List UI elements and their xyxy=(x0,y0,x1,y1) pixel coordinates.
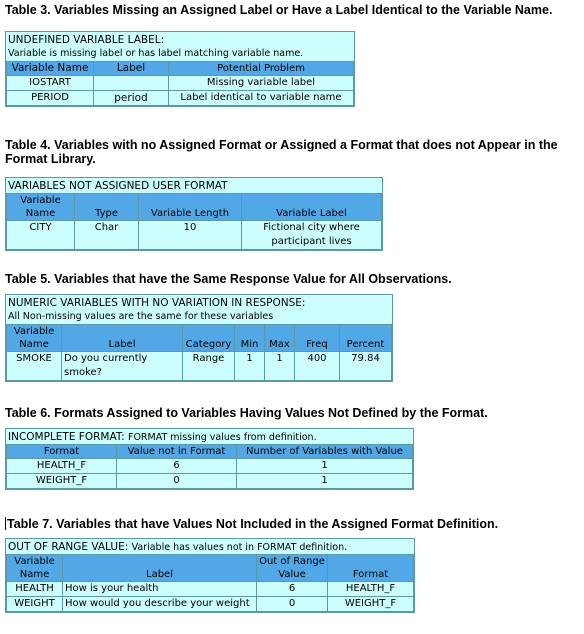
col-header: Format xyxy=(328,555,414,582)
table7-out-of-range xyxy=(5,538,415,613)
cell: 10 xyxy=(139,221,242,250)
table5-title: NUMERIC VARIABLES WITH NO VARIATION IN RESPONSE: xyxy=(6,295,392,310)
table5-no-variation xyxy=(5,294,393,382)
cell: 1 xyxy=(237,474,413,489)
table-row xyxy=(7,459,413,474)
cell xyxy=(94,76,169,91)
cell: How is your health xyxy=(63,582,257,597)
table6-title: INCOMPLETE FORMAT: xyxy=(8,431,125,443)
table4-header-row xyxy=(7,194,382,221)
table-row xyxy=(7,474,413,489)
cell: 1 xyxy=(265,352,295,381)
col-header: Potential Problem xyxy=(169,62,354,76)
text-cursor xyxy=(5,517,6,530)
col-header: Out of Range Value xyxy=(257,555,328,582)
table4-title: VARIABLES NOT ASSIGNED USER FORMAT xyxy=(6,178,382,193)
col-header: Label xyxy=(62,325,183,352)
table7-subtitle: Variable has values not in FORMAT definition. xyxy=(131,542,348,553)
cell: WEIGHT_F xyxy=(328,597,414,612)
table7-caption-text: Table 7. Variables that have Values Not Included in the Assigned Format Definition. xyxy=(7,517,499,531)
cell: Range xyxy=(183,352,235,381)
cell: period xyxy=(94,91,169,106)
col-header: Number of Variables with Value xyxy=(237,445,413,459)
col-header: Variable Name xyxy=(7,194,75,221)
col-header: Max xyxy=(265,325,295,352)
cell: HEALTH_F xyxy=(7,459,117,474)
col-header: Type xyxy=(75,194,139,221)
table-row xyxy=(7,597,414,612)
table4-unassigned-format xyxy=(5,177,383,251)
table3-grid xyxy=(6,61,354,106)
table5-header-row xyxy=(7,325,392,352)
table7-header-row xyxy=(7,555,414,582)
table6-header-row xyxy=(7,445,413,459)
cell: Label identical to variable name xyxy=(169,91,354,106)
cell: SMOKE xyxy=(7,352,62,381)
table6-title-line xyxy=(6,429,413,444)
table-row xyxy=(7,352,392,381)
cell: How would you describe your weight xyxy=(63,597,257,612)
table4-caption: Table 4. Variables with no Assigned Format or Assigned a Format that does not Appear in the Format Library. xyxy=(5,138,558,166)
cell: CITY xyxy=(7,221,75,250)
cell: 0 xyxy=(117,474,237,489)
col-header: Percent xyxy=(340,325,392,352)
cell: Fictional city where participant lives xyxy=(242,221,382,250)
table6-incomplete-format xyxy=(5,428,414,490)
cell: 400 xyxy=(295,352,340,381)
col-header: Label xyxy=(63,555,257,582)
col-header: Variable Name xyxy=(7,555,63,582)
table-row xyxy=(7,91,354,106)
table-row xyxy=(7,221,382,250)
cell: HEALTH_F xyxy=(328,582,414,597)
col-header: Format xyxy=(7,445,117,459)
col-header: Variable Name xyxy=(7,62,94,76)
table6-subtitle: FORMAT missing values from definition. xyxy=(127,432,317,443)
cell: IOSTART xyxy=(7,76,94,91)
cell: 1 xyxy=(235,352,265,381)
col-header: Variable Length xyxy=(139,194,242,221)
col-header: Label xyxy=(94,62,169,76)
table7-grid xyxy=(6,554,414,612)
table5-subtitle: All Non-missing values are the same for these variables xyxy=(6,310,392,324)
cell: 1 xyxy=(237,459,413,474)
cell: WEIGHT xyxy=(7,597,63,612)
col-header: Category xyxy=(183,325,235,352)
cell: 0 xyxy=(257,597,328,612)
col-header: Freq xyxy=(295,325,340,352)
col-header: Min xyxy=(235,325,265,352)
table3-undefined-label xyxy=(5,31,355,107)
cell: WEIGHT_F xyxy=(7,474,117,489)
cell: Missing variable label xyxy=(169,76,354,91)
table6-grid xyxy=(6,444,413,489)
cell: Do you currently smoke? xyxy=(62,352,183,381)
table3-caption: Table 3. Variables Missing an Assigned Label or Have a Label Identical to the Variable Name. xyxy=(5,3,553,17)
cell: 6 xyxy=(117,459,237,474)
table-row xyxy=(7,76,354,91)
col-header: Variable Name xyxy=(7,325,62,352)
table7-title-line xyxy=(6,539,414,554)
table3-subtitle: Variable is missing label or has label matching variable name. xyxy=(6,47,354,61)
table-row xyxy=(7,582,414,597)
table6-caption: Table 6. Formats Assigned to Variables Having Values Not Defined by the Format. xyxy=(5,406,488,420)
cell: 6 xyxy=(257,582,328,597)
table5-grid xyxy=(6,324,392,381)
cell: PERIOD xyxy=(7,91,94,106)
cell: Char xyxy=(75,221,139,250)
table7-title: OUT OF RANGE VALUE: xyxy=(8,541,129,553)
col-header: Value not in Format xyxy=(117,445,237,459)
table3-header-row xyxy=(7,62,354,76)
table4-grid xyxy=(6,193,382,250)
cell: HEALTH xyxy=(7,582,63,597)
table3-title: UNDEFINED VARIABLE LABEL: xyxy=(6,32,354,47)
table5-caption: Table 5. Variables that have the Same Response Value for All Observations. xyxy=(5,272,452,286)
cell: 79.84 xyxy=(340,352,392,381)
table7-caption xyxy=(5,517,575,531)
col-header: Variable Label xyxy=(242,194,382,221)
